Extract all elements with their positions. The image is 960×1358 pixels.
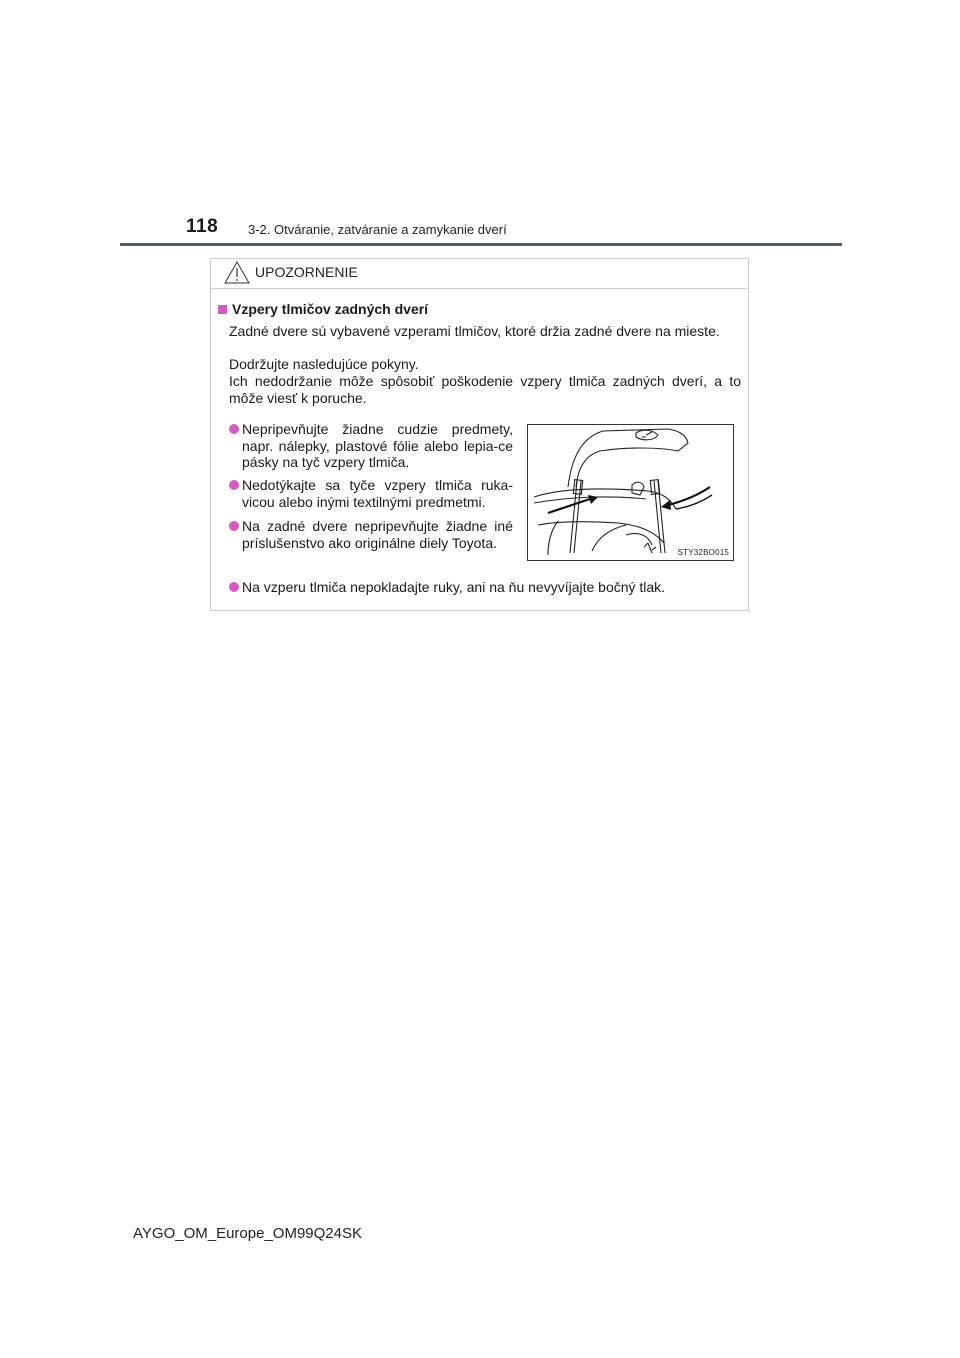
bullet-item: Nedotýkajte sa tyče vzpery tlmiča ruka-vicou alebo inými textilnými predmetmi.: [229, 477, 513, 510]
bullet-dot-icon: [229, 480, 239, 490]
bullet-item: Na vzperu tlmiča nepokladajte ruky, ani na ňu nevyvíjajte bočný tlak.: [229, 579, 747, 596]
bullet-dot-icon: [229, 582, 239, 592]
warning-subheading: Vzpery tlmičov zadných dverí: [218, 301, 428, 317]
figure-code: STY32BO015: [677, 548, 729, 557]
header-rule: [120, 243, 842, 246]
tailgate-drawing: [528, 425, 733, 560]
page-number: 118: [186, 216, 219, 237]
section-title: 3-2. Otváranie, zatváranie a zamykanie dverí: [248, 222, 507, 237]
warning-triangle-icon: [224, 261, 250, 284]
square-bullet-icon: [218, 305, 227, 314]
bullet-dot-icon: [229, 521, 239, 531]
tailgate-strut-illustration: [527, 424, 734, 561]
warning-paragraph-2: Dodržujte nasledujúce pokyny.: [229, 356, 419, 372]
warning-paragraph-3: Ich nedodržanie môže spôsobiť poškodenie vzpery tlmiča zadných dverí, a to môže viesť k poruche.: [229, 373, 741, 406]
warning-label: UPOZORNENIE: [255, 264, 358, 280]
document-id: AYGO_OM_Europe_OM99Q24SK: [133, 1225, 362, 1242]
bullet-dot-icon: [229, 424, 239, 434]
warning-header: [211, 259, 748, 289]
warning-box: [210, 258, 749, 611]
bullet-item: Na zadné dvere nepripevňujte žiadne iné príslušenstvo ako originálne diely Toyota.: [229, 518, 513, 551]
warning-paragraph-1: Zadné dvere sú vybavené vzperami tlmičov, ktoré držia zadné dvere na mieste.: [229, 323, 720, 339]
bullet-item: Nepripevňujte žiadne cudzie predmety, napr. nálepky, plastové fólie alebo lepia-ce pásky na tyč vzpery tlmiča.: [229, 421, 513, 471]
